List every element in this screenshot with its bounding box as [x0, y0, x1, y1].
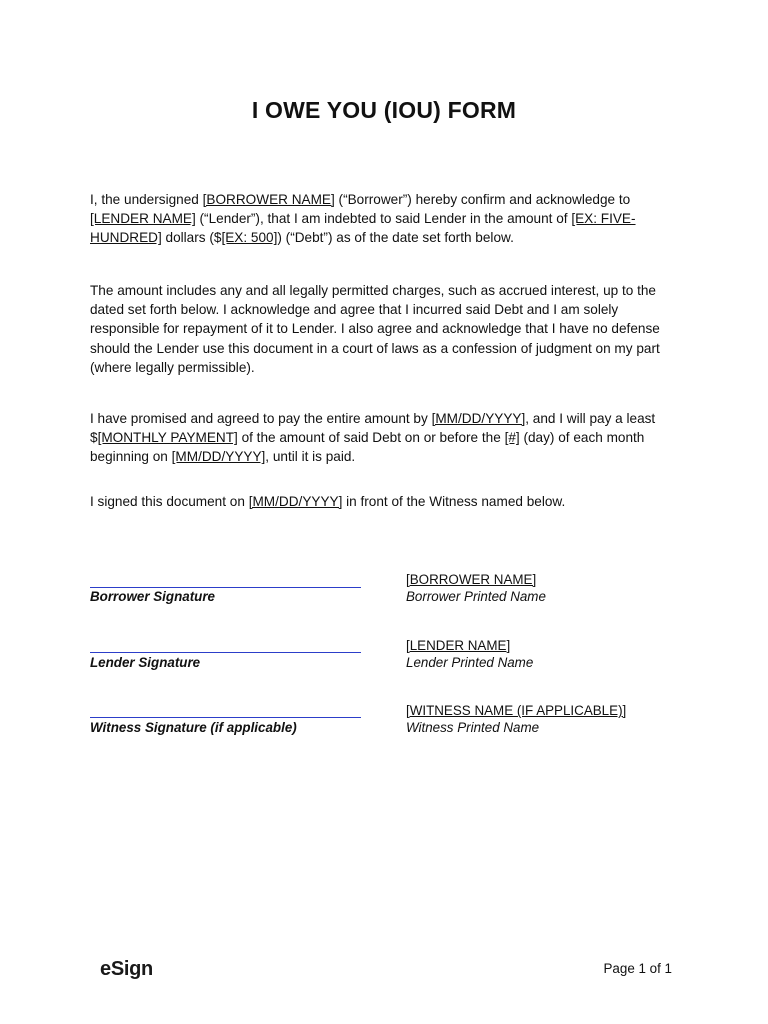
witness-printed-name-field[interactable]: [WITNESS NAME (IF APPLICABLE)] — [406, 703, 627, 718]
borrower-signature-line[interactable] — [90, 587, 361, 588]
witness-signature-label: Witness Signature (if applicable) — [90, 720, 297, 735]
signed-date-field[interactable]: [MM/DD/YYYY] — [248, 494, 343, 509]
monthly-payment-field[interactable]: [MONTHLY PAYMENT] — [97, 430, 238, 446]
paragraph-payment-terms: I have promised and agreed to pay the entire amount by [MM/DD/YYYY], and I will pay a least $[MONTHLY PAYMENT] of the amount of said Debt on or before the [#] (day) of each month beginning on [MM/DD/YYYY], until it is paid. — [90, 411, 656, 465]
lender-signature-line[interactable] — [90, 652, 361, 653]
borrower-name-field[interactable]: [BORROWER NAME] — [202, 192, 335, 207]
page-number: Page 1 of 1 — [603, 961, 672, 976]
document-title: I OWE YOU (IOU) FORM — [251, 97, 517, 123]
paragraph-signed-date: I signed this document on [MM/DD/YYYY] in front of the Witness named below. — [90, 494, 566, 509]
amount-words-field[interactable]: [EX: FIVE-HUNDRED] — [90, 211, 636, 246]
lender-printed-name-label: Lender Printed Name — [406, 655, 534, 670]
amount-number-field[interactable]: [EX: 500] — [221, 230, 278, 246]
due-date-field[interactable]: [MM/DD/YYYY] — [431, 411, 526, 426]
lender-signature-label: Lender Signature — [90, 655, 201, 670]
paragraph-acknowledgment: I, the undersigned [BORROWER NAME] (“Borrower”) hereby confirm and acknowledge to [LENDER NAME] (“Lender”), that I am indebted to said Lender in the amount of [EX: FIVE-HUNDRED] dollars ($[EX: 500]) (“Debt”) as of the date set forth below. — [90, 192, 636, 246]
borrower-signature-label: Borrower Signature — [90, 589, 216, 604]
paragraph-charges: The amount includes any and all legally permitted charges, such as accrued interest, up to the dated set forth below. I acknowledge and agree that I incurred said Debt and I am solely responsible for repayment of it to Lender. I also agree and acknowledge that I have no defense should the Lender use this document in a court of laws as a confession of judgment on my part (where legally permissible). — [90, 283, 660, 375]
start-date-field[interactable]: [MM/DD/YYYY] — [171, 449, 266, 465]
witness-printed-name-label: Witness Printed Name — [406, 720, 540, 735]
lender-printed-name-field[interactable]: [LENDER NAME] — [406, 638, 511, 653]
borrower-printed-name-label: Borrower Printed Name — [406, 589, 546, 604]
esign-logo: eSign — [100, 958, 153, 980]
borrower-printed-name-field[interactable]: [BORROWER NAME] — [406, 572, 537, 587]
witness-signature-line[interactable] — [90, 717, 361, 718]
lender-name-field[interactable]: [LENDER NAME] — [90, 211, 196, 227]
payment-day-field[interactable]: [#] — [504, 430, 520, 446]
